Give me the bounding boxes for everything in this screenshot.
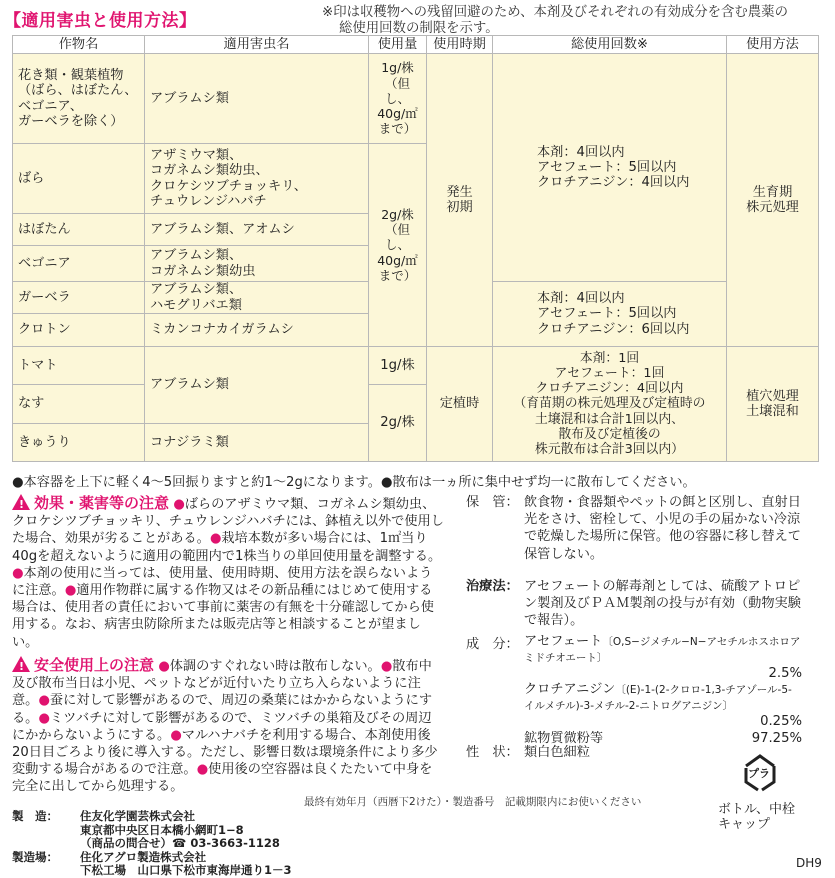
note-line: ※印は収穫物への残留回避のため、本剤及びそれぞれの有効成分を含む農薬の <box>322 5 788 20</box>
recycle-mark-label: プラ <box>748 767 770 780</box>
effect-heading: 効果・薬害等の注意 <box>34 494 170 512</box>
ingredient-detail: 〔O,S−ジメチル−N−アセチルホスホロアミドチオエート〕 <box>524 636 801 664</box>
amount-cell: 1g/株 <box>369 347 427 385</box>
crop-cell: はぼたん <box>13 214 145 246</box>
table-header-row <box>13 36 819 54</box>
maker-block <box>12 810 292 878</box>
ingredient-pct: 0.25% <box>760 714 802 729</box>
amount-cell: 1g/株 （但し、 40g/㎡ まで） <box>369 54 427 144</box>
col-crop: 作物名 <box>13 36 145 54</box>
treatment-label: 治療法： <box>466 579 519 594</box>
count-cell: 本剤：4回以内 アセフェート：5回以内 クロチアニジン：6回以内 <box>493 282 727 347</box>
expiry-note: 最終有効年月（西暦下2けた）・製造番号 記載期限内にお使いください <box>304 796 642 808</box>
col-method: 使用方法 <box>727 36 819 54</box>
effect-section <box>12 494 444 651</box>
table-row <box>13 347 819 385</box>
factory-address: 下松工場 山口県下松市東海岸通り1－3 <box>80 863 292 877</box>
storage-text: 飲食物・食器類やペットの餌と区別し、直射日光をさけ、密栓して、小児の手の届かない冷涼で乾燥した場所に保管。他の容器に移し替えて保管しない。 <box>524 495 801 562</box>
crop-cell: ガーベラ <box>13 282 145 314</box>
pest-cell: アブラムシ類 <box>145 347 369 424</box>
pest-cell: アブラムシ類、 ハモグリバエ類 <box>145 282 369 314</box>
method-cell: 生育期 株元処理 <box>727 54 819 347</box>
method-cell: 植穴処理 土壌混和 <box>727 347 819 462</box>
maker-name: 住友化学園芸株式会社 <box>80 809 195 823</box>
recycle-mark-icon <box>738 752 782 794</box>
warning-icon <box>12 494 30 510</box>
effect-text: ●ばらのアザミウマ類、コガネムシ類幼虫、クロケシツブチョッキリ、チュウレンジハバチには、鉢植え以外で使用した場合、効果が劣ることがある。●栽培本数が多い場合には、1㎡当り40gを超えないように適用の範囲内で1株当りの単回使用量を調整する。●本剤の使用に当っては、使用量、使用時期、使用方法を誤らないように注意。●適用作物群に属する作物又はその新品種にはじめて使用する場合は、使用者の責任において事前に薬害の有無を十分確認してから使用する。なお、病害虫防除所または販売店等と相談することが望ましい。 <box>12 497 444 650</box>
storage-label: 保 管： <box>466 495 519 510</box>
factory-label: 製造場： <box>12 849 58 864</box>
section-title: 【適用害虫と使用方法】 <box>4 11 197 31</box>
crop-cell: ばら <box>13 144 145 214</box>
usage-note: ●本容器を上下に軽く4～5回振りますと約1～2gになります。●散布は一ヵ所に集中せず均一に散布してください。 <box>12 475 696 490</box>
crop-cell: きゅうり <box>13 424 145 462</box>
timing-cell: 定植時 <box>427 347 493 462</box>
properties-text: 類白色細粒 <box>524 745 590 760</box>
safety-heading: 安全使用上の注意 <box>34 656 155 674</box>
ingredient-item <box>524 634 802 666</box>
note-line: 総使用回数の制限を示す。 <box>339 20 499 36</box>
maker-label: 製 造： <box>12 809 58 823</box>
timing-cell: 発生 初期 <box>427 54 493 347</box>
ingredient-pct: 97.25% <box>751 731 802 746</box>
properties-label: 性 状： <box>466 745 519 760</box>
crop-cell: なす <box>13 385 145 424</box>
crop-cell: トマト <box>13 347 145 385</box>
ingredients-label: 成 分： <box>466 637 519 652</box>
col-amount: 使用量 <box>369 36 427 54</box>
maker-tel <box>12 837 292 851</box>
recycle-text: ボトル、中栓 キャップ <box>718 802 795 832</box>
safety-section <box>12 656 444 796</box>
count-cell: 本剤：4回以内 アセフェート：5回以内 クロチアニジン：4回以内 <box>493 54 727 282</box>
col-timing: 使用時期 <box>427 36 493 54</box>
tel-label: （商品の問合せ） <box>80 836 172 850</box>
amount-cell: 2g/株 （但し、 40g/㎡ まで） <box>369 144 427 347</box>
tel-number: ☎ 03-3663-1128 <box>172 836 280 850</box>
col-count: 総使用回数※ <box>493 36 727 54</box>
ingredient-name: 鉱物質微粉等 <box>524 731 604 746</box>
pest-cell: ミカンコナカイガラムシ <box>145 314 369 347</box>
table-row <box>13 54 819 144</box>
factory-name: 住化アグロ製造株式会社 <box>80 849 207 864</box>
restriction-note <box>322 5 832 36</box>
crop-cell: クロトン <box>13 314 145 347</box>
ingredient-item <box>524 682 802 714</box>
count-cell: 本剤：1回 アセフェート：1回 クロチアニジン：4回以内 （育苗期の株元処理及び定植時の 土壌混和は合計1回以内、 散布及び定植後の 株元散布は合計3回以内） <box>493 347 727 462</box>
safety-text: ●体調のすぐれない時は散布しない。●散布中及び散布当日は小児、ペットなどが近付いたり立ち入らないように注意。●蚕に対して影響があるので、周辺の桑葉にはかからないようにする。●ミツバチに対して影響があるので、ミツバチの巣箱及びその周辺にかからないようにする。●マルハナバチを利用する場合、本剤使用後20日目ごろより後に導入する。ただし、影響日数は環境条件により多少変動する場合があるので注意。●使用後の空容器は良くたたいて中身を完全に出してから処理する。 <box>12 659 438 795</box>
product-code: DH9 <box>796 856 822 870</box>
maker-address: 東京都中央区日本橋小網町1−8 <box>80 822 244 837</box>
crop-cell: ベゴニア <box>13 246 145 282</box>
pest-cell: アザミウマ類、 コガネムシ類幼虫、 クロケシツブチョッキリ、 チュウレンジハバチ <box>145 144 369 214</box>
warning-icon <box>12 656 30 672</box>
treatment-text: アセフェートの解毒剤としては、硫酸アトロピン製剤及びＰＡＭ製剤の投与が有効（動物実験で報告）。 <box>524 579 801 629</box>
amount-cell: 2g/株 <box>369 385 427 462</box>
ingredient-pct: 2.5% <box>768 666 802 681</box>
crop-cell: 花き類・観葉植物 （ばら、はぼたん、 ベゴニア、 ガーベラを除く） <box>13 54 145 144</box>
col-pest: 適用害虫名 <box>145 36 369 54</box>
pest-cell: アブラムシ類 <box>145 54 369 144</box>
ingredient-name: クロチアニジン <box>524 682 616 697</box>
pest-cell: アブラムシ類、 コガネムシ類幼虫 <box>145 246 369 282</box>
application-table <box>12 35 819 462</box>
pest-cell: コナジラミ類 <box>145 424 369 462</box>
ingredient-detail: 〔(E)-1-(2-クロロ-1,3-チアゾール-5-イルメチル)-3-メチル-2-ニトログアニジン〕 <box>524 684 792 712</box>
pest-cell: アブラムシ類、アオムシ <box>145 214 369 246</box>
ingredients-list <box>524 634 802 747</box>
ingredient-name: アセフェート <box>524 634 603 649</box>
